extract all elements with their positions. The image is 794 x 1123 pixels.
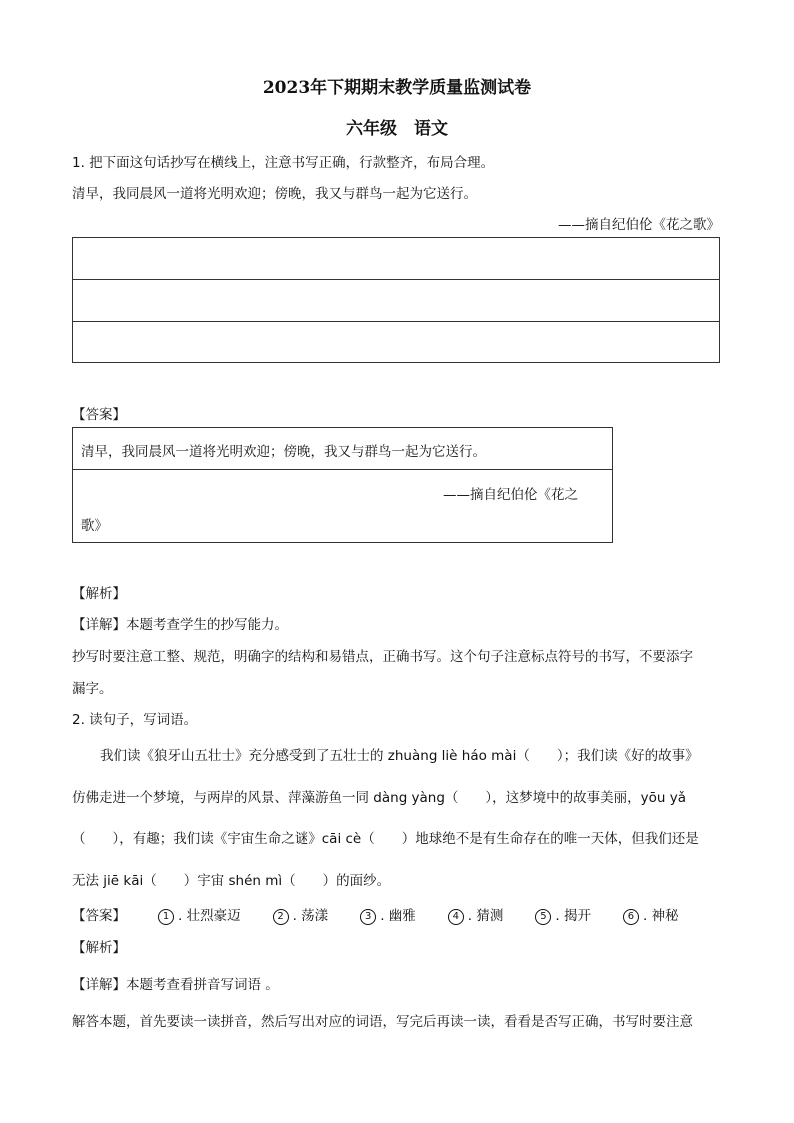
- circled-number: 2: [273, 909, 289, 925]
- q1-answer-sentence: 清早，我同晨风一道将光明欢迎；傍晚，我又与群鸟一起为它送行。: [73, 428, 612, 470]
- q1-answer-label: 【答案】: [72, 407, 126, 423]
- q2-paragraph-line: 无法 jiē kāi（ ）宇宙 shén mì（ ）的面纱。: [72, 873, 391, 889]
- answer-item: 4 . 猜测: [448, 904, 504, 925]
- q1-answer-attribution-row: [73, 470, 612, 542]
- q2-paragraph-line: 仿佛走进一个梦境，与两岸的风景、萍藻游鱼一同 dàng yàng（ ），这梦境中的故事美丽，yōu yǎ: [72, 790, 687, 806]
- q2-detail: 【详解】本题考查看拼音写词语 。: [72, 977, 279, 993]
- q2-paragraph-line: 我们读《狼牙山五壮士》充分感受到了五壮士的 zhuàng liè háo mài（ ）；我们读《好的故事》: [100, 748, 699, 764]
- q2-answer-label: 【答案】: [72, 908, 126, 924]
- q2-detail-line2: 解答本题，首先要读一读拼音，然后写出对应的词语，写完后再读一读，看看是否写正确，书写时要注意: [72, 1014, 693, 1030]
- answer-item: 5 . 揭开: [535, 904, 591, 925]
- circled-number: 4: [448, 909, 464, 925]
- q1-sentence: 清早，我同晨风一道将光明欢迎；傍晚，我又与群鸟一起为它送行。: [72, 186, 477, 202]
- q2-answer-row: [72, 904, 679, 925]
- exam-subtitle: 六年级 语文: [346, 119, 448, 139]
- writing-line[interactable]: [73, 280, 719, 322]
- q2-paragraph-line: （ ），有趣；我们读《宇宙生命之谜》cāi cè（ ）地球绝不是有生命存在的唯一天体，但我们还是: [72, 831, 699, 847]
- circled-number: 6: [623, 909, 639, 925]
- circled-number: 1: [158, 909, 174, 925]
- q2-prompt: 2. 读句子，写词语。: [72, 712, 198, 728]
- exam-title: 2023年下期期末教学质量监测试卷: [262, 78, 532, 98]
- circled-number: 3: [360, 909, 376, 925]
- q1-detail-line2: 抄写时要注意工整、规范，明确字的结构和易错点，正确书写。这个句子注意标点符号的书写，不要添字: [72, 649, 693, 665]
- q1-detail-line3: 漏字。: [72, 681, 113, 697]
- q1-answer-attribution-cont: 歌》: [81, 518, 108, 534]
- q1-prompt: 1. 把下面这句话抄写在横线上，注意书写正确，行款整齐，布局合理。: [72, 155, 495, 171]
- q1-answer-attribution: ——摘自纪伯伦《花之: [443, 487, 578, 503]
- circled-number: 5: [535, 909, 551, 925]
- answer-item: 3 . 幽雅: [360, 904, 416, 925]
- writing-line[interactable]: [73, 238, 719, 280]
- q1-detail: 【详解】本题考查学生的抄写能力。: [72, 617, 288, 633]
- q1-answer-box: [72, 427, 613, 543]
- q1-writing-box: [72, 237, 720, 363]
- q1-analysis-label: 【解析】: [72, 586, 126, 602]
- answer-item: 2 . 荡漾: [273, 904, 329, 925]
- answer-item: 1 . 壮烈豪迈: [158, 904, 241, 925]
- q1-attribution: ——摘自纪伯伦《花之歌》: [558, 217, 720, 233]
- writing-line[interactable]: [73, 322, 719, 364]
- q2-analysis-label: 【解析】: [72, 940, 126, 956]
- answer-item: 6 . 神秘: [623, 904, 679, 925]
